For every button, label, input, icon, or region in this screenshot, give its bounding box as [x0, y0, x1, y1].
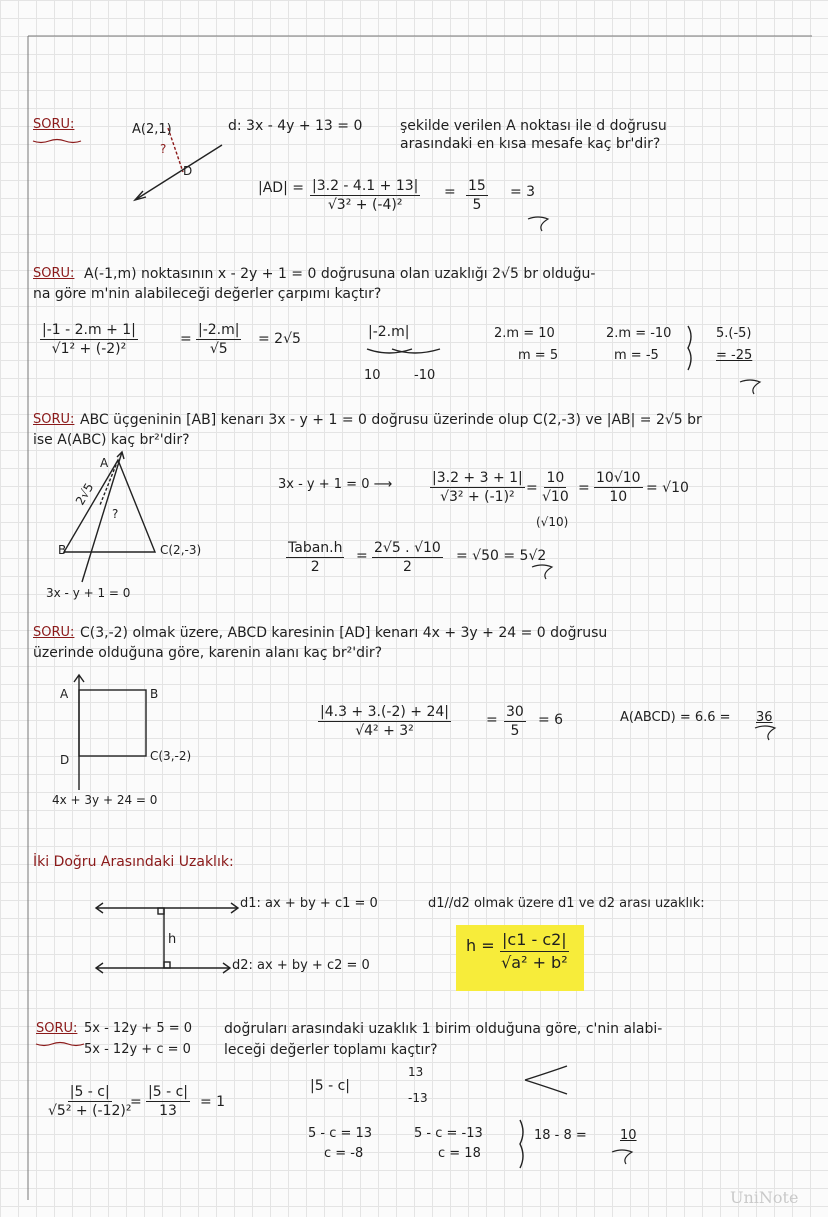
- q4-label: SORU:: [33, 625, 75, 640]
- q2-label: SORU:: [33, 266, 75, 281]
- q4-f1-den: √4² + 3²: [355, 723, 414, 739]
- sec-cond: d1//d2 olmak üzere d1 ve d2 arası uzaklık:: [428, 896, 705, 911]
- q2-f1-num: |-1 - 2.m + 1|: [42, 322, 136, 338]
- q1-sol-lhs: |AD| =: [258, 180, 304, 196]
- q5-b2: -13: [408, 1091, 428, 1105]
- q3-f2-den: √10: [542, 489, 569, 505]
- q4-eq: =: [486, 712, 498, 728]
- q5-sum-val: 10: [620, 1128, 637, 1143]
- q4-f1: [318, 704, 451, 739]
- q2-c2a: 2.m = -10: [606, 326, 672, 341]
- q2-c1b: m = 5: [518, 348, 559, 363]
- q4-vD: D: [60, 753, 70, 767]
- sec-d2: d2: ax + by + c2 = 0: [232, 958, 370, 973]
- q5-split: [525, 1066, 567, 1094]
- q2-b1: 10: [364, 368, 381, 383]
- q3-area-mid: [372, 540, 443, 575]
- q4-f1-num: |4.3 + 3.(-2) + 24|: [320, 704, 450, 720]
- q1-arrow: [135, 191, 146, 200]
- q3-q: ?: [112, 507, 119, 521]
- q5-label: SORU:: [36, 1021, 78, 1036]
- q5-f1-num: |5 - c|: [69, 1084, 110, 1100]
- q2-abs: |-2.m|: [368, 324, 410, 340]
- q5-text1: doğruları arasındaki uzaklık 1 birim olduğuna göre, c'nin alabi-: [224, 1021, 663, 1037]
- sec-h: h: [168, 932, 177, 947]
- q2-eq: =: [180, 331, 192, 347]
- q5-abs: |5 - c|: [310, 1078, 350, 1094]
- q1-q-mark: ?: [160, 142, 167, 156]
- q5-f2-den: 13: [159, 1103, 177, 1119]
- q2-b2: -10: [414, 368, 436, 383]
- q1-d-label: D: [183, 164, 193, 178]
- sec-d1: d1: ax + by + c1 = 0: [240, 896, 378, 911]
- q1-f-den: 5: [472, 197, 482, 213]
- q4-f2: [504, 704, 526, 739]
- q4-area-val: 36: [756, 710, 773, 725]
- q2-f2: [196, 322, 241, 357]
- watermark-logo: UniNote: [730, 1188, 799, 1207]
- sec-formula-lhs: h =: [466, 936, 495, 955]
- q4-text1: C(3,-2) olmak üzere, ABCD karesinin [AD] kenarı 4x + 3y + 24 = 0 doğrusu: [80, 625, 608, 641]
- q3-f3-num: 10√10: [596, 470, 641, 486]
- q3-res: = √10: [646, 480, 689, 496]
- q5-b1: 13: [408, 1065, 424, 1079]
- q3-f1-num: |3.2 + 3 + 1|: [432, 470, 523, 486]
- q1-line-d: [135, 145, 222, 200]
- q1-line-eq: d: 3x - 4y + 13 = 0: [228, 118, 363, 134]
- q1-text2: arasındaki en kısa mesafe kaç br'dir?: [400, 136, 661, 152]
- q3-f2-extra: (√10): [536, 515, 569, 529]
- q3-vA: A: [100, 456, 109, 470]
- q3-text1: ABC üçgeninin [AB] kenarı 3x - y + 1 = 0 doğrusu üzerinde olup C(2,-3) ve |AB| = 2√5 br: [80, 412, 702, 428]
- q2-f1-den: √1² + (-2)²: [51, 341, 127, 357]
- q3-area-lhs-num: Taban.h: [288, 540, 343, 556]
- q2-text1: A(-1,m) noktasının x - 2y + 1 = 0 doğrusuna olan uzaklığı 2√5 br olduğu-: [84, 266, 596, 282]
- q1-label-underline: [33, 140, 81, 143]
- sec-formula-num: |c1 - c2|: [500, 930, 569, 952]
- q3-vC: C(2,-3): [160, 543, 202, 557]
- q5-f1: [48, 1084, 131, 1119]
- q1-result-mark: [528, 217, 548, 231]
- q2-f2-den: √5: [209, 341, 228, 357]
- q4-res: = 6: [538, 712, 564, 728]
- q3-eq2: =: [578, 480, 590, 496]
- q5-f1-den: √5² + (-12)²: [48, 1103, 132, 1119]
- q3-area-res: = √50 = 5√2: [456, 548, 547, 564]
- q3-area-lhs: [286, 540, 344, 575]
- q3-f3: [594, 470, 643, 505]
- sec-formula: [500, 930, 569, 973]
- q2-text2: na göre m'nin alabileceği değerler çarpımı kaçtır?: [33, 286, 382, 302]
- q3-label: SORU:: [33, 412, 75, 427]
- q3-area-eq: =: [356, 548, 368, 564]
- q3-area-mid-num: 2√5 . √10: [374, 540, 441, 556]
- q2-c1a: 2.m = 10: [494, 326, 555, 341]
- q5-eq2: 5x - 12y + c = 0: [84, 1042, 191, 1057]
- q3-area-lhs-den: 2: [310, 559, 320, 575]
- q3-area-mid-den: 2: [402, 559, 412, 575]
- q5-c1b: c = -8: [324, 1146, 364, 1161]
- q2-c2b: m = -5: [614, 348, 659, 363]
- q2-p1: 5.(-5): [716, 326, 752, 341]
- q4-line: 4x + 3y + 24 = 0: [52, 793, 158, 807]
- q4-vC: C(3,-2): [150, 749, 192, 763]
- q1-f-num: 15: [468, 178, 486, 194]
- q5-c2a: 5 - c = -13: [414, 1126, 483, 1141]
- sec-title: İki Doğru Arasındaki Uzaklık:: [33, 854, 234, 870]
- q1-result: = 3: [510, 184, 536, 200]
- q4-f2-num: 30: [506, 704, 524, 720]
- q1-sol-fraction: [310, 178, 420, 213]
- q4-text2: üzerinde olduğuna göre, karenin alanı kaç br²'dir?: [33, 645, 383, 661]
- q3-eq: =: [526, 480, 538, 496]
- q3-eq-lhs: 3x - y + 1 = 0 ⟶: [278, 477, 393, 492]
- q5-text2: leceği değerler toplamı kaçtır?: [224, 1042, 438, 1058]
- q5-sum: 18 - 8 =: [534, 1128, 587, 1143]
- q3-f2-num: 10: [546, 470, 565, 486]
- q5-f2-res: = 1: [200, 1094, 226, 1110]
- q1-sol-num: |3.2 - 4.1 + 13|: [312, 178, 419, 194]
- q5-f2: [146, 1084, 190, 1119]
- q5-c1a: 5 - c = 13: [308, 1126, 373, 1141]
- q2-p2: = -25: [716, 348, 753, 363]
- q2-f2-num: |-2.m|: [198, 322, 240, 338]
- q3-side: 2√5: [72, 480, 97, 508]
- q1-sol-eq: =: [444, 184, 456, 200]
- q1-text1: şekilde verilen A noktası ile d doğrusu: [400, 118, 667, 134]
- q1-label: SORU:: [33, 117, 75, 132]
- q3-f1-den: √3² + (-1)²: [440, 489, 515, 505]
- q4-f2-den: 5: [510, 723, 520, 739]
- q4-square: [79, 690, 146, 756]
- q2-f2-eq: = 2√5: [258, 331, 301, 347]
- sec-formula-den: √a² + b²: [501, 953, 568, 972]
- q4-area: A(ABCD) = 6.6 =: [620, 710, 731, 725]
- q3-line: 3x - y + 1 = 0: [46, 586, 131, 600]
- q3-f3-den: 10: [609, 489, 628, 505]
- q3-f2: [542, 470, 569, 505]
- q3-triangle: [64, 460, 155, 552]
- q5-eq1: 5x - 12y + 5 = 0: [84, 1021, 193, 1036]
- q2-f1: [40, 322, 138, 357]
- q5-c2b: c = 18: [438, 1146, 481, 1161]
- q1-f-fraction: [466, 178, 488, 213]
- q5-brace: [520, 1120, 523, 1168]
- q1-point: A(2,1): [132, 122, 172, 137]
- q4-vB: B: [150, 687, 159, 701]
- q1-sol-den: √3² + (-4)²: [327, 197, 403, 213]
- q4-vA: A: [60, 687, 69, 701]
- q2-brace: [688, 326, 691, 370]
- q5-f2-num: |5 - c|: [148, 1084, 188, 1100]
- q5-eq: =: [130, 1094, 142, 1110]
- q3-text2: ise A(ABC) kaç br²'dir?: [33, 432, 190, 448]
- q5-label-underline: [36, 1043, 84, 1046]
- q3-vB: B: [58, 543, 67, 557]
- q3-f1: [430, 470, 525, 505]
